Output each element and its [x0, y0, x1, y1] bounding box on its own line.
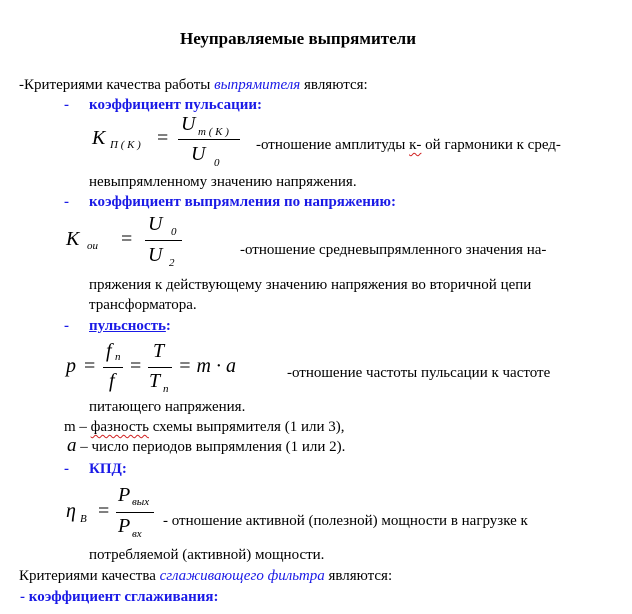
formula3-eq: = [84, 355, 96, 377]
formula1-fraction-bar [178, 139, 240, 140]
formula4-fraction-bar [116, 512, 154, 513]
periods-line [67, 437, 345, 456]
outro-line [19, 567, 392, 585]
rectifier-link: выпрямителя [214, 77, 301, 93]
periods-var: a [67, 435, 77, 456]
formula4-den: P [118, 515, 131, 537]
rectification-factor-description-line3: трансформатора. [89, 297, 197, 313]
formula2-num: U [148, 213, 163, 235]
formula3-fn: f [106, 340, 112, 362]
outro-suffix: являются: [324, 568, 393, 584]
pulse-number-description-line1: -отношение частоты пульсации к частоте [287, 365, 551, 381]
formula4-num-sub: вых [132, 496, 150, 508]
formula1-den: U [191, 143, 206, 165]
formula1-den-sub: 0 [214, 157, 220, 169]
smoothing-factor-label: коэффициент сглаживания: [28, 589, 219, 605]
ripple-factor-description-line2: невыпрямленному значению напряжения. [89, 174, 357, 190]
formula3-f: f [109, 370, 115, 392]
intro-suffix: являются: [300, 77, 368, 93]
smoothing-factor-heading [20, 588, 219, 606]
formula4-eq: = [98, 500, 110, 522]
formula4-den-sub: вх [132, 528, 142, 540]
desc1-prefix: -отношение амплитуды [256, 137, 410, 153]
formula3-T: T [153, 340, 165, 362]
rectification-factor-heading: коэффициент выпрямления по напряжению: [89, 194, 396, 210]
formula1-num: U [181, 113, 196, 135]
formula3-rhs: = m · a [178, 355, 236, 377]
formula3-p: p [66, 355, 76, 377]
formula3-fraction-bar-2 [148, 367, 172, 368]
rectification-factor-description-line2: пряжения к действующему значению напряжения во вторичной цепи [89, 277, 532, 293]
efficiency-description-line1: - отношение активной (полезной) мощности в нагрузке к [163, 513, 528, 529]
formula2-num-sub: 0 [171, 226, 177, 238]
ripple-factor-heading: коэффициент пульсации: [89, 97, 263, 113]
page-title: Неуправляемые выпрямители [180, 29, 416, 48]
intro-prefix: -Критериями качества работы [19, 77, 215, 93]
item-dash: - [20, 589, 25, 605]
formula2-lhs-sub: ои [87, 240, 98, 252]
formula4-eta: η [66, 500, 76, 522]
pulse-number-label: пульсность [89, 318, 166, 334]
ripple-factor-description-line1 [256, 136, 561, 154]
formula3-Tn: T [149, 370, 161, 392]
phase-count-suffix: схемы выпрямителя (1 или 3), [148, 419, 345, 435]
formula3-eq2: = [130, 355, 142, 377]
desc1-wavy: к- [409, 137, 422, 153]
formula2-fraction-bar [145, 240, 182, 241]
formula2-den: U [148, 244, 163, 266]
pulse-number-colon: : [165, 318, 171, 334]
item-dash: - [64, 318, 69, 334]
formula1-eq: = [157, 127, 169, 149]
formula4-eta-sub: В [80, 513, 87, 525]
desc1-suffix: ой гармоники к сред- [421, 137, 561, 153]
smoothing-filter-link: сглаживающего фильтра [159, 568, 325, 584]
formula1-lhs: K [92, 127, 106, 149]
formula2-lhs: K [66, 228, 80, 250]
intro-line [19, 76, 368, 94]
phase-count-line [64, 418, 345, 436]
periods-text: – число периодов выпрямления (1 или 2). [76, 439, 346, 455]
formula3-n-sub: n [115, 351, 121, 363]
formula2-den-sub: 2 [169, 257, 175, 269]
formula3-fraction-bar-1 [103, 367, 123, 368]
outro-prefix: Критериями качества [19, 568, 160, 584]
formula3-n-sub2: n [163, 383, 169, 395]
formula2-eq: = [121, 228, 133, 250]
item-dash: - [64, 97, 69, 113]
efficiency-heading: КПД: [89, 461, 127, 477]
item-dash: - [64, 461, 69, 477]
formula4-num: P [118, 484, 131, 506]
rectification-factor-description-line1: -отношение средневыпрямленного значения на- [240, 242, 547, 258]
item-dash: - [64, 194, 69, 210]
phase-count-wavy: фазность [90, 419, 149, 435]
formula1-lhs-sub: П ( К ) [110, 139, 141, 151]
formula1-num-sub: m ( K ) [198, 126, 229, 138]
pulse-number-heading [89, 317, 171, 335]
pulse-number-description-line2: питающего напряжения. [89, 399, 246, 415]
efficiency-description-line2: потребляемой (активной) мощности. [89, 547, 325, 563]
phase-count-prefix: m – [64, 419, 91, 435]
